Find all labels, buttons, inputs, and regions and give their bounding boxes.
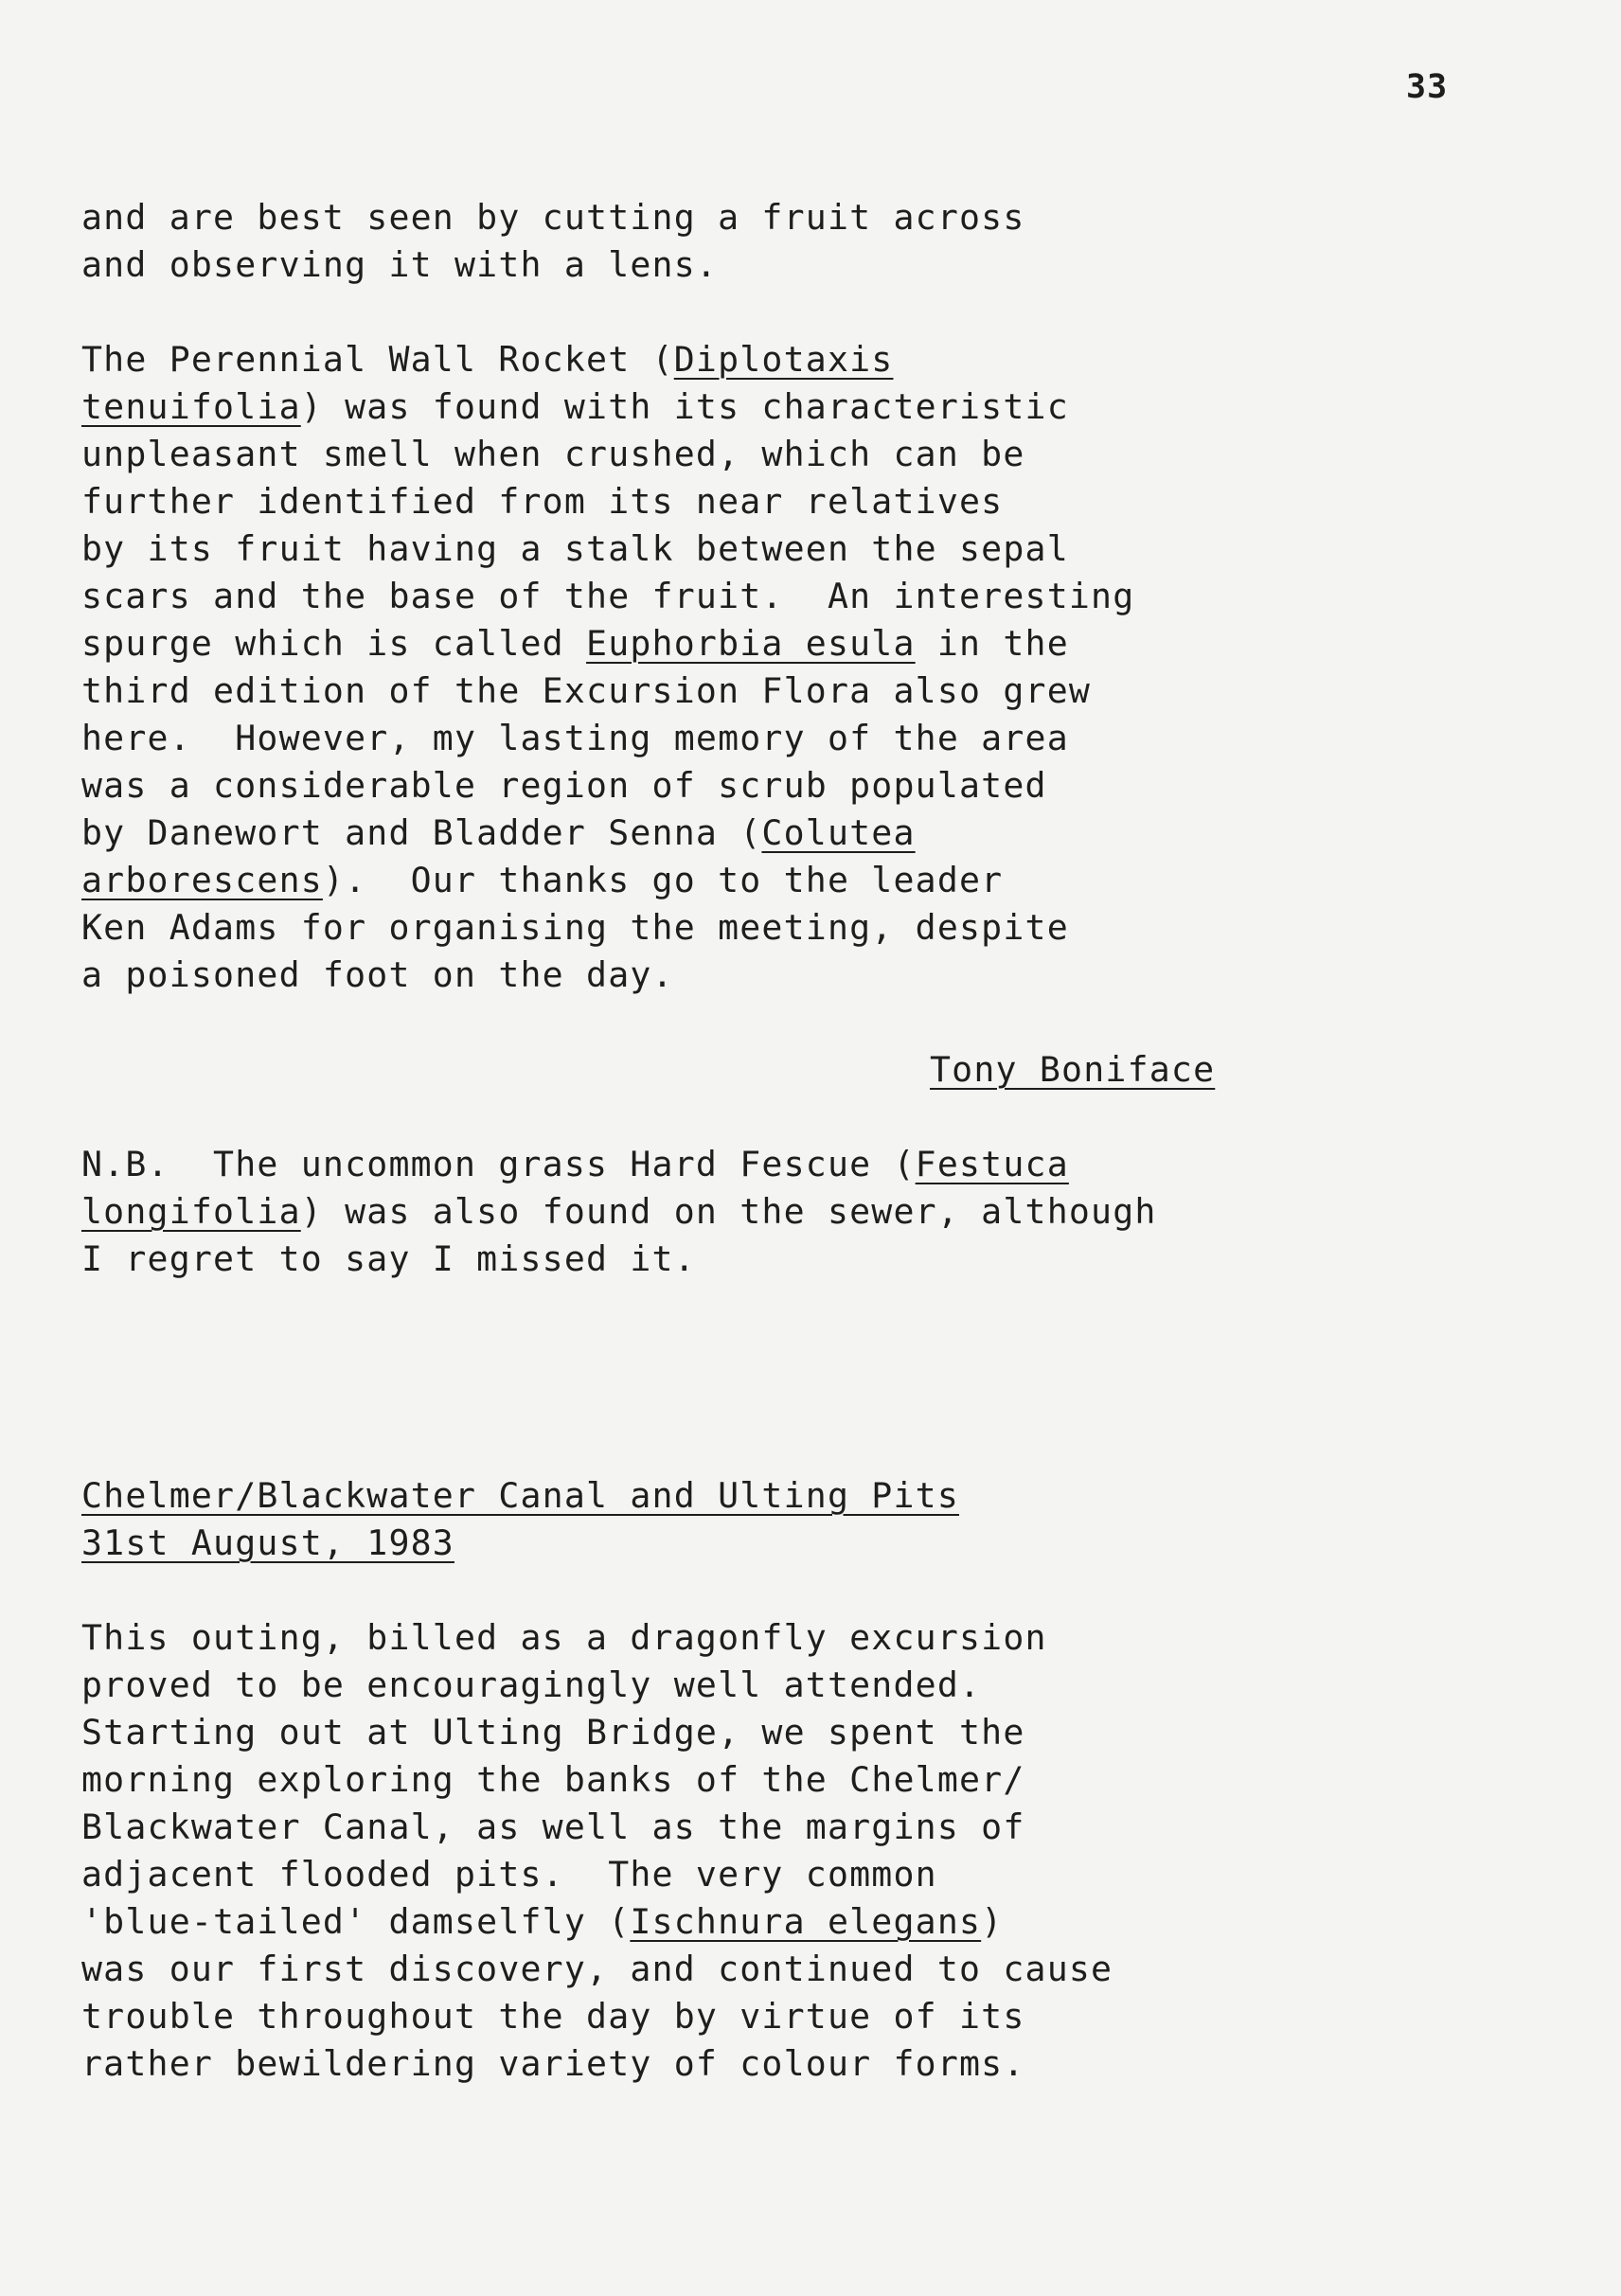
text-line: 'blue-tailed' damselfly (Ischnura elegans) <box>81 1901 1004 1942</box>
page-number: 33 <box>1406 68 1449 106</box>
text-line: The Perennial Wall Rocket (Diplotaxis <box>81 339 894 380</box>
author-signature: Tony Boniface <box>930 1049 1216 1090</box>
species-name: Euphorbia esula <box>586 623 916 664</box>
species-name: Colutea <box>761 812 916 853</box>
text-line: I regret to say I missed it. <box>81 1238 696 1279</box>
text-line: by its fruit having a stalk between the sepal <box>81 528 1069 569</box>
species-name: tenuifolia <box>81 386 301 427</box>
text-line: here. However, my lasting memory of the area <box>81 718 1069 758</box>
text-line: arborescens). Our thanks go to the leader <box>81 860 1004 900</box>
text-line: third edition of the Excursion Flora also grew <box>81 670 1092 711</box>
text-line: N.B. The uncommon grass Hard Fescue (Festuca <box>81 1144 1069 1184</box>
text-line: scars and the base of the fruit. An interesting <box>81 576 1135 616</box>
section-date: 31st August, 1983 <box>81 1522 454 1563</box>
section-heading: Chelmer/Blackwater Canal and Ulting Pits <box>81 1475 959 1516</box>
text-line: Starting out at Ulting Bridge, we spent the <box>81 1712 1025 1753</box>
text-line: proved to be encouragingly well attended. <box>81 1664 982 1705</box>
text-line: Blackwater Canal, as well as the margins of <box>81 1807 1025 1847</box>
text-line: a poisoned foot on the day. <box>81 954 674 995</box>
text-line: morning exploring the banks of the Chelmer/ <box>81 1759 1025 1800</box>
text-line: and observing it with a lens. <box>81 244 719 285</box>
text-line: trouble throughout the day by virtue of its <box>81 1996 1025 2037</box>
species-name: arborescens <box>81 860 323 900</box>
text-line: by Danewort and Bladder Senna (Colutea <box>81 812 916 853</box>
species-name: Festuca <box>915 1144 1069 1184</box>
text-line: spurge which is called Euphorbia esula in the <box>81 623 1069 664</box>
text-line: This outing, billed as a dragonfly excursion <box>81 1617 1047 1658</box>
text-line: was our first discovery, and continued to cause <box>81 1949 1113 1989</box>
text-line: longifolia) was also found on the sewer, although <box>81 1191 1157 1232</box>
text-line: tenuifolia) was found with its characteristic <box>81 386 1069 427</box>
text-line: further identified from its near relatives <box>81 481 1004 522</box>
text-line: and are best seen by cutting a fruit across <box>81 197 1025 238</box>
text-line: Ken Adams for organising the meeting, despite <box>81 907 1069 948</box>
text-line: unpleasant smell when crushed, which can be <box>81 434 1025 474</box>
species-name: longifolia <box>81 1191 301 1232</box>
text-line: was a considerable region of scrub populated <box>81 765 1047 806</box>
species-name: Ischnura elegans <box>630 1901 982 1942</box>
text-line: rather bewildering variety of colour forms. <box>81 2043 1025 2084</box>
text-line: adjacent flooded pits. The very common <box>81 1854 937 1895</box>
species-name: Diplotaxis <box>673 339 894 380</box>
